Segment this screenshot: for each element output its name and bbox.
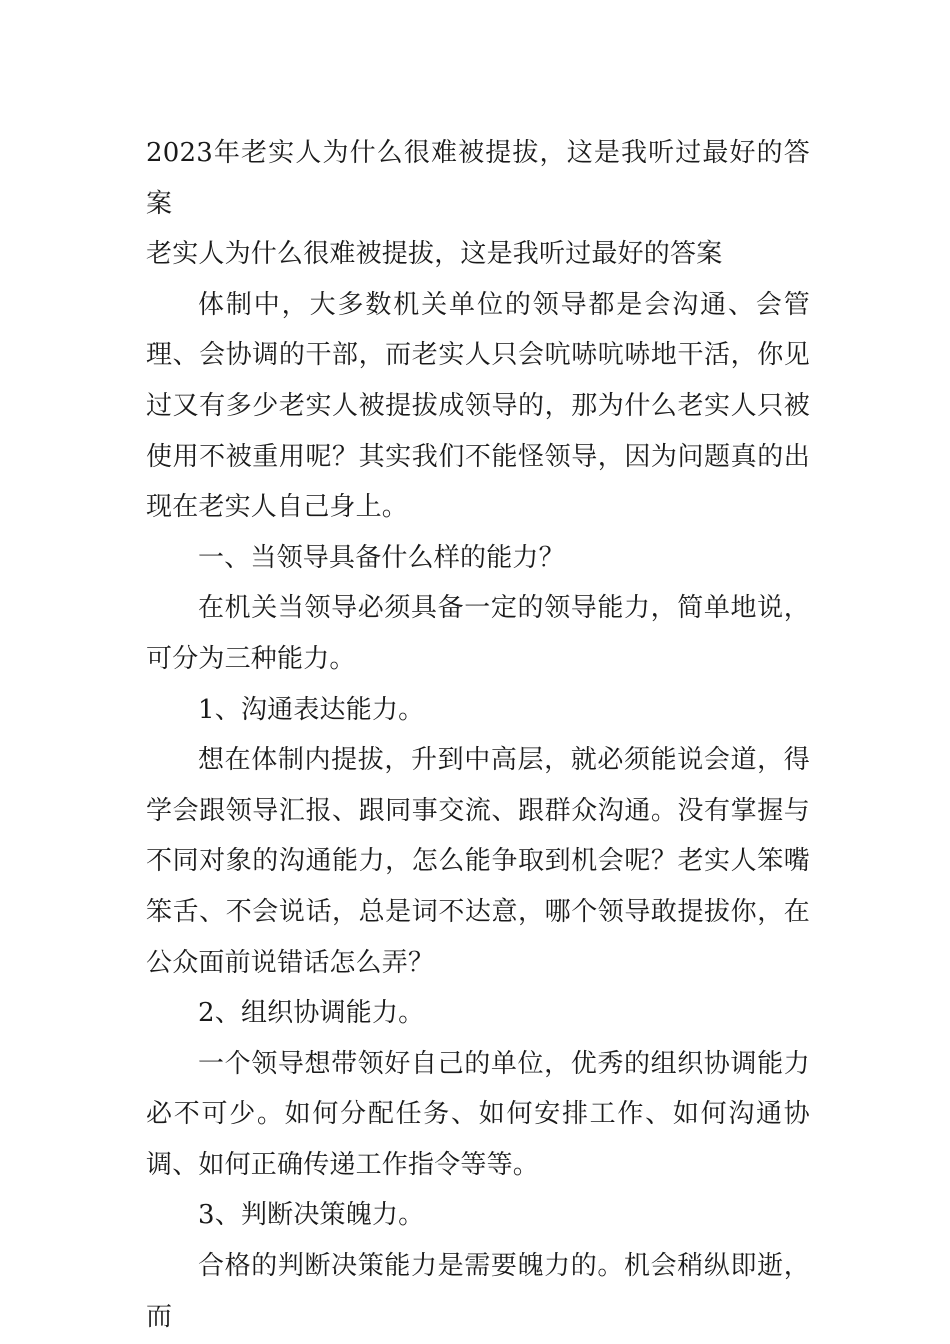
- body-paragraph: 合格的判断决策能力是需要魄力的。机会稍纵即逝，而: [146, 1251, 810, 1332]
- subsection-heading: 3、判断决策魄力。: [198, 1200, 425, 1231]
- section-heading: 一、当领导具备什么样的能力？: [198, 542, 565, 573]
- body-paragraph: 一个领导想带领好自己的单位，优秀的组织协调能力必不可少。如何分配任务、如何安排工作、如何沟通协调、如何正确传递工作指令等等。: [146, 1048, 810, 1180]
- document-subtitle: 老实人为什么很难被提拔，这是我听过最好的答案: [146, 239, 723, 270]
- document-body: [146, 128, 810, 1342]
- subsection-heading: 2、组织协调能力。: [198, 998, 425, 1029]
- subsection-heading: 1、沟通表达能力。: [198, 694, 425, 725]
- body-paragraph: 体制中，大多数机关单位的领导都是会沟通、会管理、会协调的干部，而老实人只会吭哧吭哧地干活，你见过又有多少老实人被提拔成领导的，那为什么老实人只被使用不被重用呢？其实我们不能怪领导，因为问题真的出现在老实人自己身上。: [146, 289, 810, 523]
- document-title: 2023年老实人为什么很难被提拔，这是我听过最好的答案: [146, 138, 810, 219]
- body-paragraph: 在机关当领导必须具备一定的领导能力，简单地说，可分为三种能力。: [146, 593, 810, 674]
- body-paragraph: 想在体制内提拔，升到中高层，就必须能说会道，得学会跟领导汇报、跟同事交流、跟群众沟通。没有掌握与不同对象的沟通能力，怎么能争取到机会呢？老实人笨嘴笨舌、不会说话，总是词不达意，哪个领导敢提拔你，在公众面前说错话怎么弄？: [146, 745, 810, 978]
